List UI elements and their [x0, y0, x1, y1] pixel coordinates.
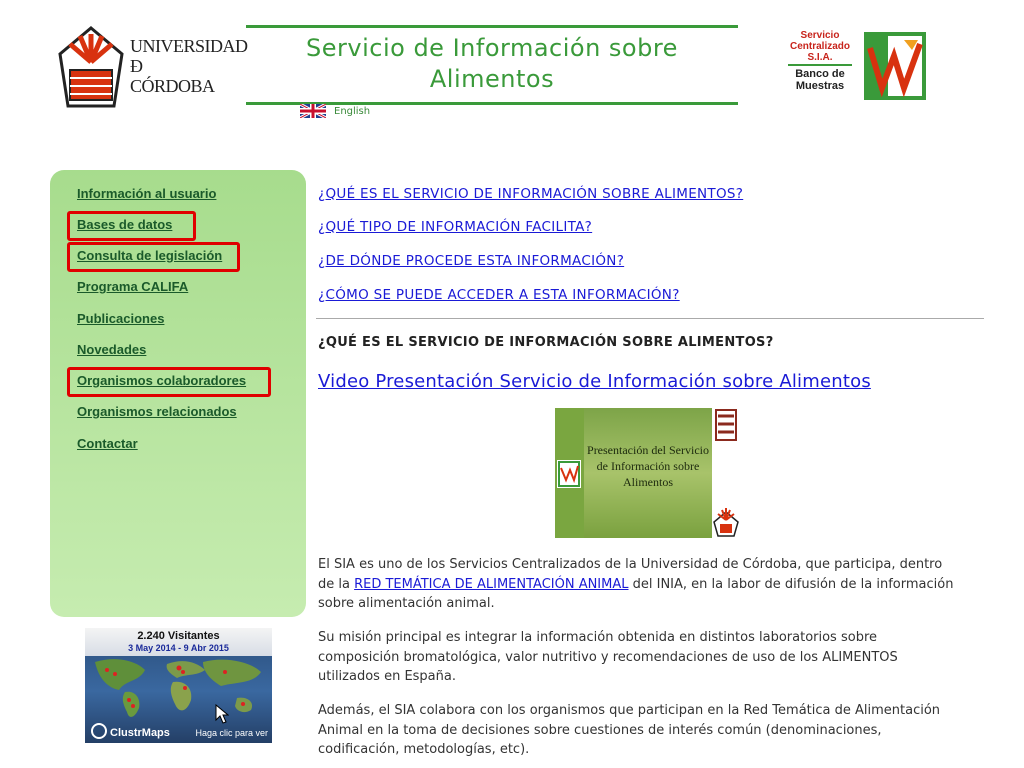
sidebar-item-bases-de-datos[interactable]: Bases de datos: [77, 217, 173, 232]
question-link-como-acceder[interactable]: ¿CÓMO SE PUEDE ACCEDER A ESTA INFORMACIÓN?: [318, 287, 680, 303]
world-map-icon: [85, 656, 272, 722]
thumbnail-title: Presentación del Servicio de Información sobre Alimentos: [587, 443, 709, 489]
highlight-box-consulta-legislacion: [67, 242, 240, 272]
paragraph-mission: Su misión principal es integrar la información obtenida en distintos laboratorios sobre composición bromatológica, valor nutritivo y recomendaciones de uso de los ALIMENTOS utilizados en España.: [318, 630, 898, 684]
section-divider: [316, 318, 984, 319]
highlight-box-organismos-colaboradores: [67, 367, 271, 397]
video-thumbnail[interactable]: [555, 408, 741, 538]
sia-line2: Centralizado: [789, 41, 850, 52]
video-presentation-link[interactable]: Video Presentación Servicio de Información sobre Alimentos: [318, 371, 871, 392]
question-link-de-donde[interactable]: ¿DE DÓNDE PROCEDE ESTA INFORMACIÓN?: [318, 253, 625, 269]
uk-flag-icon: [300, 104, 326, 118]
cursor-icon: [215, 704, 229, 724]
section-heading: ¿QUÉ ES EL SERVICIO DE INFORMACIÓN SOBRE ALIMENTOS?: [318, 335, 774, 350]
thumbnail-right-strip: [712, 408, 741, 538]
university-name-line1: UNIVERSIDAD: [130, 36, 248, 56]
language-link-label: English: [334, 105, 371, 117]
clustrmaps-logo-icon: [91, 723, 107, 739]
sia-line3: S.I.A.: [807, 52, 833, 63]
site-title-line2: Alimentos: [429, 65, 555, 93]
sidebar-item-informacion-usuario[interactable]: Información al usuario: [77, 186, 217, 201]
paragraph-intro-text-after: del INIA, en la labor de difusión de la información sobre alimentación animal.: [318, 576, 954, 611]
question-link-que-tipo[interactable]: ¿QUÉ TIPO DE INFORMACIÓN FACILITA?: [318, 219, 593, 235]
sia-logo-text: [784, 30, 856, 92]
map-click-hint: Haga clic para ver: [195, 728, 268, 738]
sidebar-item-programa-califa[interactable]: Programa CALIFA: [77, 279, 189, 294]
paragraph-intro: [318, 555, 958, 614]
clustrmaps-brand-label: ClustrMaps: [110, 727, 170, 739]
sidebar-item-publicaciones[interactable]: Publicaciones: [77, 311, 165, 326]
visitor-count: 2.240 Visitantes: [137, 630, 220, 642]
sia-emblem-icon: [864, 32, 926, 100]
thumbnail-crest-icon: [712, 408, 741, 538]
sidebar-nav: [50, 170, 306, 617]
clustrmaps-brand: [91, 723, 170, 739]
sidebar-item-organismos-relacionados[interactable]: Organismos relacionados: [77, 404, 237, 419]
site-title-line1: Servicio de Información sobre: [306, 34, 678, 62]
university-crest-icon: [58, 26, 124, 108]
highlight-box-bases-de-datos: [67, 211, 196, 241]
sia-line4: Banco de: [795, 68, 845, 80]
university-logo[interactable]: [58, 26, 248, 110]
red-tematica-link[interactable]: RED TEMÁTICA DE ALIMENTACIÓN ANIMAL: [354, 576, 629, 592]
university-name-line3: CÓRDOBA: [130, 76, 215, 96]
university-name: [130, 36, 248, 96]
sidebar-item-organismos-colaboradores[interactable]: Organismos colaboradores: [77, 373, 247, 388]
sia-line5: Muestras: [795, 80, 845, 92]
language-link-english[interactable]: [300, 104, 370, 118]
sidebar-item-novedades[interactable]: Novedades: [77, 342, 147, 357]
paragraph-intro-text-before: El SIA es uno de los Servicios Centralizados de la Universidad de Córdoba, que participa, dentro de la: [318, 557, 943, 592]
thumbnail-small-logo-icon: [557, 460, 581, 488]
paragraph-collaboration: Además, el SIA colabora con los organismos que participan en la Red Temática de Alimentación Animal en la toma de decisiones sobre cuestiones de interés común (denominaciones, codificación, metodologías, etc).: [318, 703, 941, 757]
sia-line1: Servicio: [800, 30, 840, 41]
visitor-map-widget[interactable]: [85, 628, 272, 743]
question-link-que-es[interactable]: ¿QUÉ ES EL SERVICIO DE INFORMACIÓN SOBRE ALIMENTOS?: [318, 186, 744, 202]
sidebar-item-contactar[interactable]: Contactar: [77, 436, 138, 451]
sidebar-item-consulta-legislacion[interactable]: Consulta de legislación: [77, 248, 223, 263]
site-title: [246, 25, 738, 105]
visitor-date-range: 3 May 2014 - 9 Abr 2015: [128, 643, 229, 653]
sia-logo[interactable]: [784, 30, 929, 102]
university-name-line2: Ð: [130, 56, 143, 76]
